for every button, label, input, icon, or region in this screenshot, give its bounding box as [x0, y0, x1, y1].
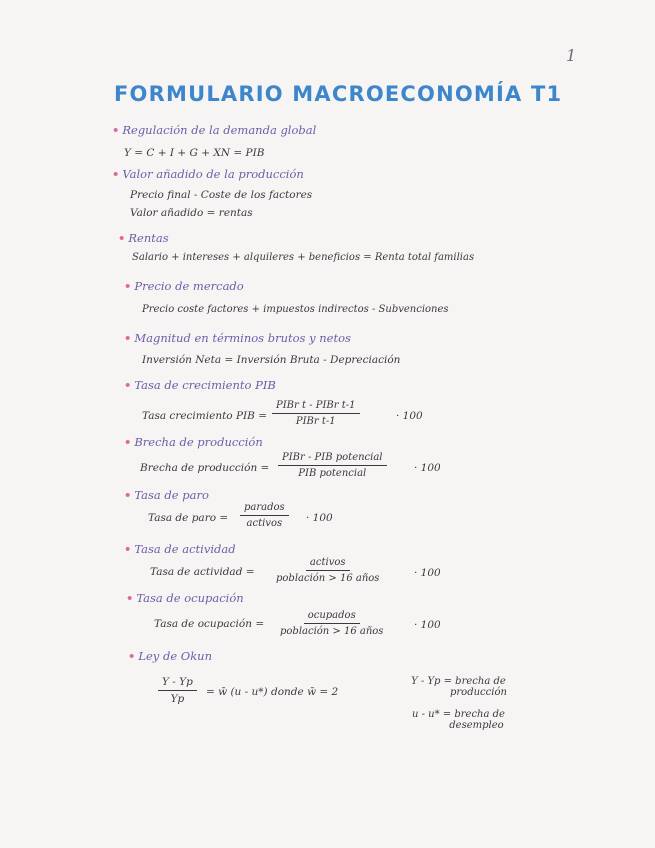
- section-heading-actividad: • Tasa de actividad: [124, 542, 236, 556]
- bullet-icon: •: [112, 123, 120, 137]
- fraction-numerator: Y - Yp: [158, 676, 197, 691]
- bullet-icon: •: [126, 591, 134, 605]
- fraction-ocupacion: [276, 610, 387, 637]
- section-heading-brecha: • Brecha de producción: [124, 435, 263, 449]
- section-heading-rentas: • Rentas: [118, 231, 169, 245]
- fraction-denominator: población > 16 años: [280, 626, 384, 637]
- bullet-icon: •: [124, 542, 132, 556]
- formula-okun: = w̄ (u - u*) donde w̄ = 2: [206, 686, 339, 698]
- fraction-numerator: PIBr - PIB potencial: [278, 452, 387, 466]
- fraction-denominator: activos: [246, 518, 283, 529]
- formula-factor: · 100: [396, 410, 423, 422]
- bullet-icon: •: [124, 279, 132, 293]
- formula-factor: · 100: [306, 512, 333, 524]
- formula-magnitud: Inversión Neta = Inversión Bruta - Depreciación: [142, 354, 401, 366]
- formula-label-paro: Tasa de paro =: [148, 512, 229, 524]
- formula-rentas: Salario + intereses + alquileres + beneficios = Renta total familias: [132, 252, 475, 263]
- bullet-icon: •: [112, 167, 120, 181]
- section-heading-paro: • Tasa de paro: [124, 488, 209, 502]
- formula-label-actividad: Tasa de actividad =: [150, 566, 255, 578]
- fraction-numerator: activos: [306, 557, 350, 571]
- section-heading-ocupacion: • Tasa de ocupación: [126, 591, 244, 605]
- fraction-denominator: Yp: [170, 693, 185, 705]
- formula-valor-2: Valor añadido = rentas: [130, 207, 253, 219]
- fraction-numerator: parados: [240, 502, 289, 516]
- formula-demanda: Y = C + I + G + XN = PIB: [124, 147, 265, 159]
- section-heading-okun: • Ley de Okun: [128, 649, 212, 663]
- fraction-brecha: [278, 452, 387, 479]
- note-brecha-produccion: Y - Yp = brecha de producción: [411, 676, 507, 698]
- bullet-icon: •: [128, 649, 136, 663]
- fraction-numerator: ocupados: [304, 610, 360, 624]
- section-heading-crecimiento: • Tasa de crecimiento PIB: [124, 378, 276, 392]
- bullet-icon: •: [118, 231, 126, 245]
- section-heading-valor: • Valor añadido de la producción: [112, 167, 304, 181]
- fraction-paro: [240, 502, 289, 529]
- formula-mercado: Precio coste factores + impuestos indirectos - Subvenciones: [142, 304, 449, 315]
- fraction-numerator: PIBr t - PIBr t-1: [272, 400, 360, 414]
- formula-label-ocupacion: Tasa de ocupación =: [154, 618, 265, 630]
- bullet-icon: •: [124, 435, 132, 449]
- note-brecha-desempleo: u - u* = brecha de desempleo: [412, 709, 505, 731]
- bullet-icon: •: [124, 378, 132, 392]
- section-heading-demanda: • Regulación de la demanda global: [112, 123, 317, 137]
- section-heading-magnitud: • Magnitud en términos brutos y netos: [124, 331, 351, 345]
- formula-factor: · 100: [414, 567, 441, 579]
- fraction-actividad: [272, 557, 383, 584]
- formula-valor-1: Precio final - Coste de los factores: [130, 189, 313, 201]
- page-title: FORMULARIO MACROECONOMÍA T1: [114, 82, 563, 106]
- fraction-denominator: población > 16 años: [276, 573, 380, 584]
- fraction-crecimiento: [272, 400, 360, 427]
- page-number: 1: [566, 46, 577, 65]
- formula-label-crecimiento: Tasa crecimiento PIB =: [142, 410, 268, 422]
- formula-label-brecha: Brecha de producción =: [140, 462, 270, 474]
- fraction-denominator: PIBr t-1: [295, 416, 336, 427]
- fraction-okun: [158, 676, 197, 705]
- formula-factor: · 100: [414, 619, 441, 631]
- section-heading-mercado: • Precio de mercado: [124, 279, 244, 293]
- bullet-icon: •: [124, 331, 132, 345]
- formula-factor: · 100: [414, 462, 441, 474]
- bullet-icon: •: [124, 488, 132, 502]
- fraction-denominator: PIB potencial: [298, 468, 367, 479]
